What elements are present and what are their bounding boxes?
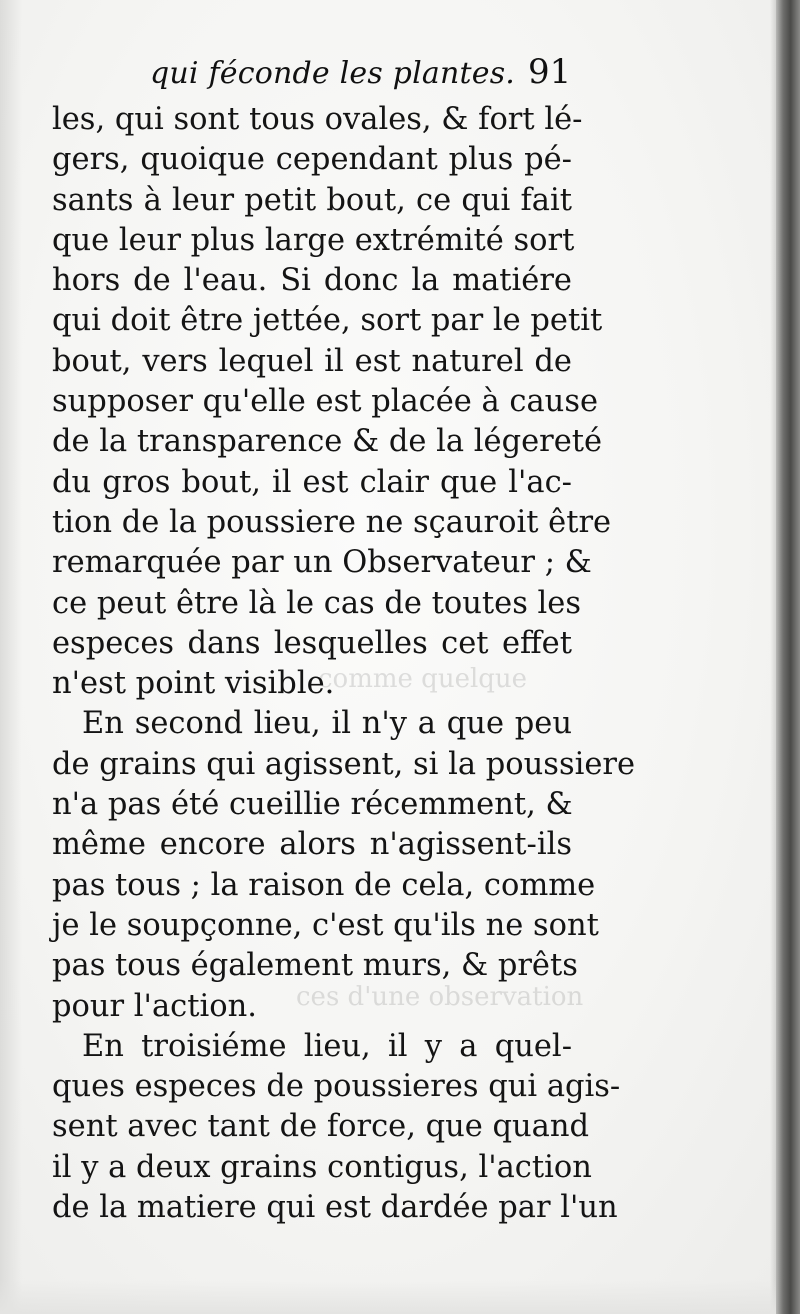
text-line: gers, quoique cependant plus pé- xyxy=(52,142,572,178)
text-line: qui doit être jettée, sort par le petit xyxy=(52,303,603,339)
body-text xyxy=(52,100,636,1228)
text-line: même encore alors n'agissent-ils xyxy=(52,827,572,863)
text-line: tion de la poussiere ne sçauroit être xyxy=(52,504,612,540)
text-line: supposer qu'elle est placée à cause xyxy=(52,384,599,420)
text-line: les, qui sont tous ovales, & fort lé- xyxy=(52,102,583,137)
paragraph-end-line: n'est point visible. xyxy=(52,666,335,702)
text-line: sent avec tant de force, que quand xyxy=(52,1109,590,1145)
paragraph-first-line: En troisiéme lieu, il y a quel- xyxy=(82,1028,572,1064)
text-line: pas tous ; la raison de cela, comme xyxy=(52,867,596,903)
show-through-text: ces d'une observation xyxy=(296,982,584,1012)
text-line: du gros bout, il est clair que l'ac- xyxy=(52,464,572,500)
text-line: ce peut être là le cas de toutes les xyxy=(52,585,582,621)
text-line: de la matiere qui est dardée par l'un xyxy=(52,1190,618,1226)
text-line: especes dans lesquelles cet effet xyxy=(52,625,572,661)
text-line: de la transparence & de la légereté xyxy=(52,424,603,460)
text-line: il y a deux grains contigus, l'action xyxy=(52,1149,592,1185)
book-spine-edge xyxy=(776,0,800,1314)
text-line: je le soupçonne, c'est qu'ils ne sont xyxy=(52,907,599,943)
paragraph-end-line: pour l'action. xyxy=(52,988,257,1024)
text-line: de grains qui agissent, si la poussiere xyxy=(52,746,636,782)
text-line: hors de l'eau. Si donc la matiére xyxy=(52,263,572,299)
page-header xyxy=(52,50,572,98)
show-through-text: comme quelque xyxy=(318,664,528,694)
text-line: que leur plus large extrémité sort xyxy=(52,222,575,258)
text-line: ques especes de poussieres qui agis- xyxy=(52,1069,621,1105)
paragraph-first-line: En second lieu, il n'y a que peu xyxy=(82,706,572,742)
text-line: remarquée par un Observateur ; & xyxy=(52,545,592,581)
page-bottom-shadow xyxy=(0,1280,776,1314)
running-head: qui féconde les plantes. xyxy=(150,56,516,91)
text-line: n'a pas été cueillie récemment, & xyxy=(52,787,573,823)
page-gutter-shadow xyxy=(0,0,22,1314)
text-line: sants à leur petit bout, ce qui fait xyxy=(52,182,572,218)
page-number: 91 xyxy=(528,52,572,92)
text-line: bout, vers lequel il est naturel de xyxy=(52,343,572,379)
text-line: pas tous également murs, & prêts xyxy=(52,948,578,984)
